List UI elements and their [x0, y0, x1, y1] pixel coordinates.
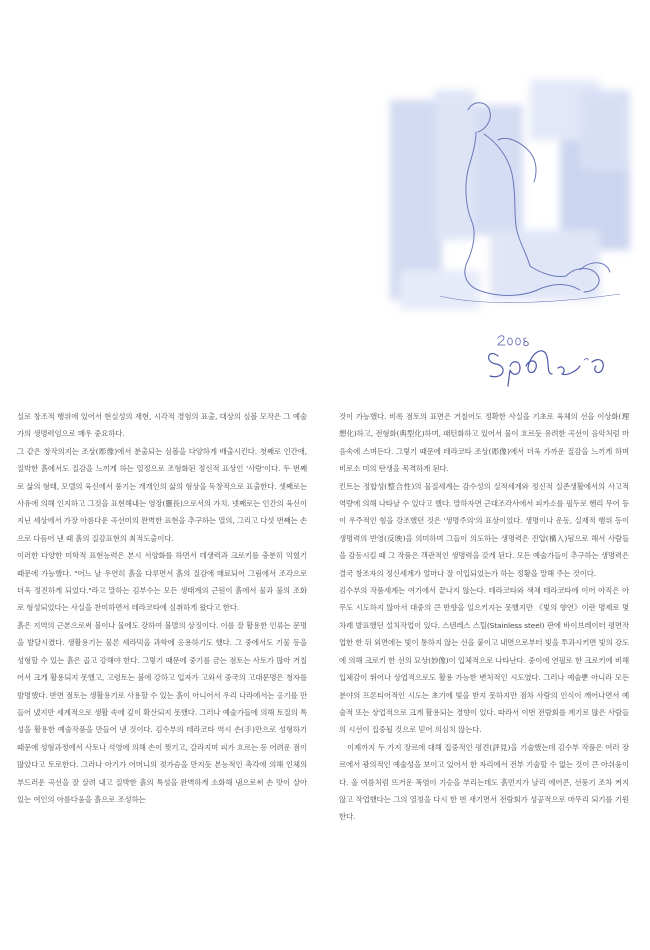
paragraph: 이러한 다양한 미학적 표현능력은 본시 서양화를 하면서 데생력과 크로키를 충분히 익혔기 때문에 가능했다. "어느 날 우연히 흙을 다루면서 흙의 질감에 매료되어 그림에서 조각으로 더욱 정진하게 되었다."라고 말하는 김부수는 모든 생태계의 근원이 흙에서 물과 불의 조화로 형성되었다는 사실을 찬미하면서 테라코타에 심취하게 왔다고 한다.: [17, 551, 307, 613]
signature: [489, 336, 604, 386]
paragraph: 김수부의 작품세계는 여기에서 끝나지 않는다. 테라코타와 색채 테라코타에 이어 아직은 아무도 시도하지 않아서 대중의 큰 반향을 일으키지는 못했지만 《빛의 향연》이란 명제로 몇 차례 발표했던 설치작업이 있다. 스텐레스 스틸(Stainless steel) 판에 바이브레이터 평면작업한 한 뒤 외면에는 빛이 통하지 않는 선을 붙이고 내면으로부터 빛을 투과시키면 빛의 강도에 의해 크로키 한 선의 묘상(妙像)이 입체적으로 나타난다. 중이에 연필로 한 크로키에 비해 입체감이 뛰어나 상업적으로도 활용 가능한 변처적인 시도였다. 그러나 예술뿐 아니라 모든 분야의 프론티어적인 시도는 초기에 빛을 받지 못하지만 점차 사람의 인식이 깨어나면서 예술적 또는 상업적으로 크게 활용되는 경향이 있다. 따라서 이번 전람회를 계기로 많은 사람들의 시선이 집중될 것으로 믿어 의심치 않는다.: [339, 586, 629, 735]
article-body: [0, 408, 650, 938]
paragraph: 킨트는 정합성(整合性)의 물질세계는 감수성의 실적세계와 정신적 실존생활에서의 사고적 역량에 의해 나타날 수 있다고 했다. 말하자면 근대조각사에서 피카소를 필두로 헨리 무어 등이 우주적인 힘을 강조했던 것은 '생명주의'의 표상이었다. 생명이나 운동, 실재적 행위 등이 생명력의 반영(反映)을 의미하며 그들이 의도하는 생명력은 진압(構入)됨으로 해서 사람들을 감동시킬 때 그 작품은 객관적인 생명력을 갖게 된다. 모든 예술가들이 추구하는 생명력은 결국 창조자의 정신세계가 얼마나 잘 이입되었는가 하는 정황을 말해 주는 것이다.: [339, 481, 629, 578]
right-column: [339, 408, 629, 826]
paragraph: 것이 가능했다. 비록 점토의 표면은 거칠어도 정확한 사실을 기초로 육체의 선을 이상화(理想化)하고, 전형화(典型化)하며, 패턴화하고 있어서 물이 흐르듯 유려한 곡선이 음악처럼 마음속에 스며든다. 그렇기 때문에 테라코타 조상(彫像)에서 더욱 가까운 질감을 느끼게 하며 비로소 미의 탄생을 목격하게 된다.: [339, 412, 629, 474]
figure-illustration: [380, 70, 642, 390]
paragraph: 실로 창조적 행위에 있어서 현실성의 재현, 시각적 경험의 표출, 대상의 심볼 모작은 그 예술가의 생명력임으로 매우 중요하다.: [17, 412, 307, 439]
paragraph: 이제까지 두 가지 장르에 대해 집중적인 평견(評見)을 기술했는데 김수부 작품은 여러 장르에서 광의적인 예술성을 보이고 있어서 한 자리에서 전부 기술할 수 없는 것이 큰 아쉬움이다. 올 여름처럼 뜨거운 폭염이 기승을 부리는데도 흙먼지가 날리 에어콘, 선풍기 조차 켜지 않고 작업했다는 그의 열정을 다시 한 번 새기면서 전람회가 성공적으로 마무리 되기를 기원한다.: [339, 742, 629, 822]
paragraph: 흙은 지역의 근본으로써 불이나 물에도 강하여 불멸의 상징이다. 이를 잘 활용한 인류는 문명을 발달시켰다. 생활용기는 물론 세라믹을 과학에 응용하기도 했다. 그 중에서도 기물 등을 성형할 수 있는 흙은 곱고 강해야 한다. 그렇기 때문에 중기를 금는 점토는 사토가 많아 거칠어서 크게 활용되지 못했고, 고령토는 불에 강하고 입자가 고와서 중국의 고대문명은 청자를 발명했다. 반면 점토는 생활용기로 사용할 수 있는 흙이 아니어서 우리 나라에서는 옹기를 만들어 냈지만 세계적으로 생활 속에 깊이 확산되지 못했다. 그러나 예술가들에 의해 토질의 특성을 활용한 예술작품을 만들어 낸 것이다. 김수부의 테라코타 역시 손(手)만으로 성형하기 때문에 성형과정에서 사토나 석영에 의해 손이 찢기고, 갈라지며 피가 흐르는 등 어려운 점이 많았다고 토로한다. 그러나 아기가 어머니의 젖가슴을 만지듯 본능적인 촉각에 의해 인체의 부드러운 곡선을 잘 살려 내고 질박한 흙의 특성을 완벽하게 소화해 냄으로써 손 맛이 살아 있는 여인의 아름다움을 흙으로 조성하는: [17, 620, 307, 804]
left-column: [17, 408, 307, 808]
paragraph: 그 같은 창작의지는 조상(彫像)에서 분출되는 심볼을 다양하게 배출시킨다. 첫째로 인간애, 질박한 흙에서도 질감을 느끼게 하는 열정으로 조형화된 정신적 표상인 '사랑'이다. 두 번째로 삶의 형태, 모델의 육신에서 풍기는 개개인의 삶의 형상을 독창적으로 표출한다. 셋째로는 사유에 의해 인지하고 그것을 표현해내는 영장(靈長)으로서의 가치. 넷째로는 인간의 육신이 지닌 세상에서 가장 아름다운 곡선미의 완벽한 표현을 추구하는 열의, 그리고 다섯 번째는 손으로 다듬어 낸 때 흙의 질감표현의 최적도출이다.: [17, 446, 307, 543]
watercolor-wash: [390, 80, 630, 310]
